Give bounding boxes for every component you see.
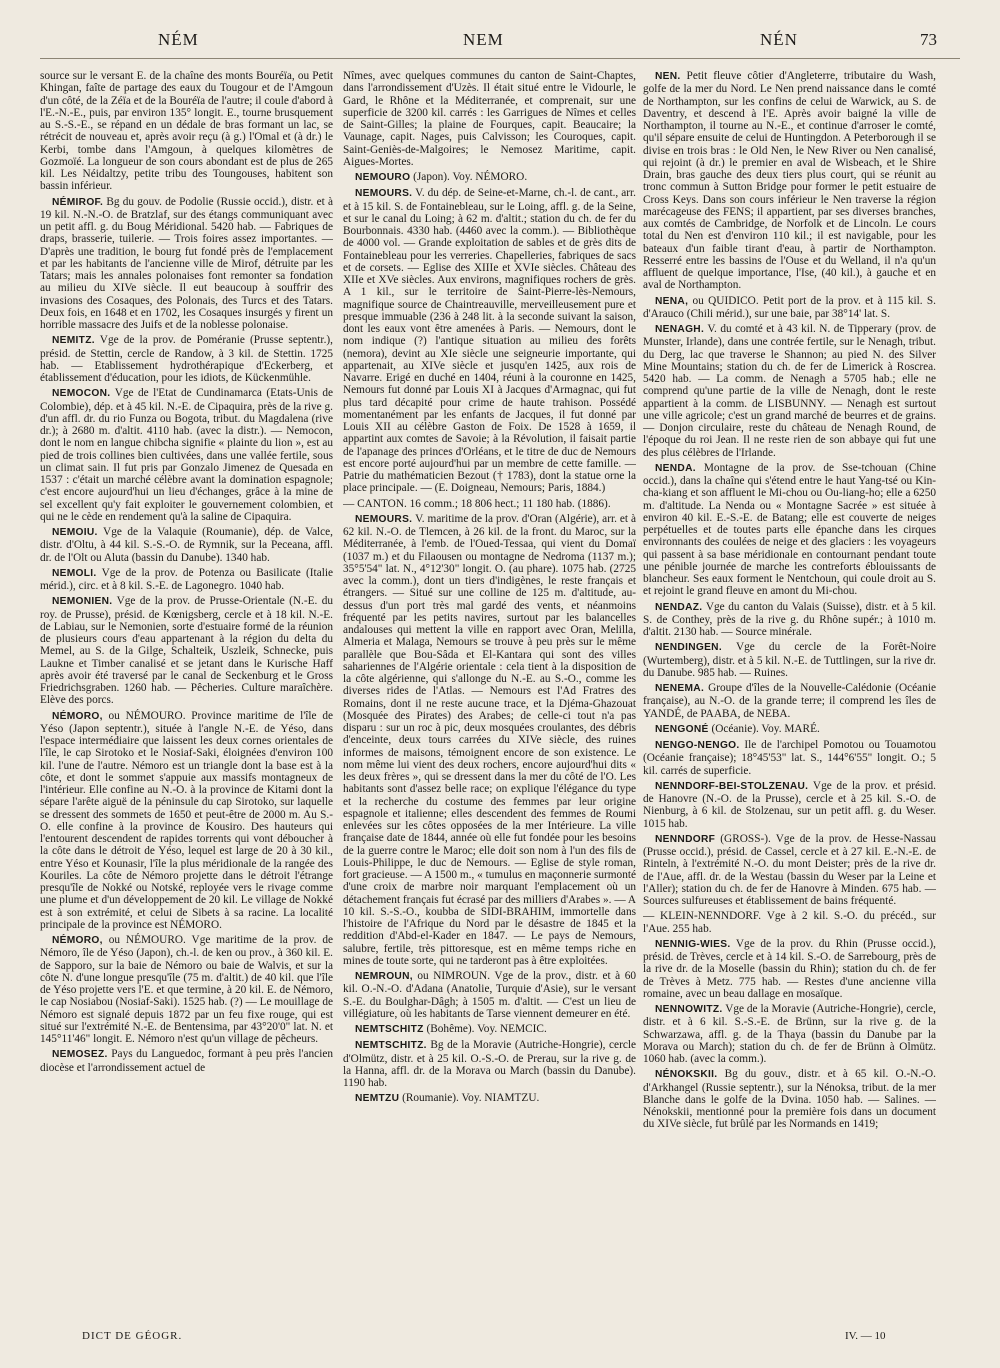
entry-text: V. du comté et à 43 kil. N. de Tipperary (prov. de Munster, Irlande), dans une contrée fertile, sur le Nenagh, tribut. du Derg, lac que traverse le Shannon; au pied N. des Silver Mine Mountains; station du ch. de fer de Limerick à Roscrea. 5420 hab. — La comm. de Nenagh a 5705 hab.; elle ne comprend qu'une partie de la ville de Nenagh, dont le reste appartient à la comm. de LISBUNNY. — Nenagh est surtout une ville agricole; c'est un grand marché de beurres et de grains. — Donjon circulaire, reste du château de Nenagh Round, de l'époque du roi Jean. Il ne reste rien de son abbaye qui fut une des plus célèbres de l'Irlande. — [643, 323, 936, 459]
dictionary-entry — [343, 1092, 636, 1105]
entry-text: Bg de la Moravie (Autriche-Hongrie), cercle d'Olmütz, distr. et à 25 kil. O.-S.-O. de Prerau, sur la rive g. de la Hanna, affl. dr. de la Morava ou March (bassin du Danube). 1190 hab. — [343, 1039, 636, 1089]
entry-headword: NENDAZ. — [655, 601, 703, 613]
entry-text: Vge de la prov. du Rhin (Prusse occid.), présid. de Trèves, cercle et à 14 kil. S.-O. de Sarrebourg, près de la rive dr. de la Moselle (bassin du Rhin); station du ch. de fer de Trèves à Metz. 775 hab. — Restes d'une ancienne villa romaine, avec un beau dallage en mosaïque. — [643, 937, 936, 1000]
dictionary-entry — [40, 934, 333, 1045]
header-rule — [40, 58, 960, 59]
entry-text: Vge de la Moravie (Autriche-Hongrie), cercle, distr. et à 6 kil. S.-S.-E. de Brünn, sur la rive g. de la Schwarzawa, affl. g. de la Thaya (bassin du Danube par la Morava ou March); station du ch. de fer de Brünn à Olmütz. 1060 hab. (avec la comm.). — [643, 1003, 936, 1065]
entry-headword: NEMONIEN. — [52, 596, 113, 608]
entry-headword: NENEMA. — [655, 683, 705, 694]
dictionary-entry — [643, 739, 936, 777]
dictionary-entry — [343, 498, 636, 510]
header-center-guide-word: NEM — [463, 30, 504, 49]
entry-text: Montagne de la prov. de Sse-tchouan (Chine occid.), dans la chaîne qui s'étend entre le haut Yang-tsé ou Kin-cha-kiang et son affluent le Mi-chou ou Ou-liang-ho; elle a 6250 m. d'altitude. La Nenda ou « Montagne Sacrée » est située à environ 40 kil. E.-S.-E. de Batang; elle est couverte de neiges perpétuelles et de toutes parts elle épanche dans les cirques environnants des coulées de neige et des glaciers : les voyageurs qui passent à sa base méridionale en contournant pendant toute une pénible journée de marche les contreforts éblouissants de blancheur. Ses eaux forment le Nentchoun, qui coule droit au S. et rejoint le grand fleuve en amont du Mi-chou. — [643, 461, 936, 598]
entry-text: — KLEIN-NENNDORF. Vge à 2 kil. S.-O. du précéd., sur l'Aue. 255 hab. — [643, 910, 936, 935]
dictionary-entry — [40, 387, 333, 523]
dictionary-entry — [40, 567, 333, 593]
entry-headword: NEMTSCHITZ. — [355, 1040, 427, 1052]
entry-headword: NENDINGEN. — [655, 642, 722, 654]
dictionary-entry — [40, 710, 333, 932]
entry-text: — CANTON. 16 comm.; 18 806 hect.; 11 180 hab. (1886). — [343, 497, 611, 510]
dictionary-entry — [643, 780, 936, 830]
header-left-guide-word: NÉM — [158, 30, 199, 49]
dictionary-entry — [643, 723, 936, 736]
dictionary-entry — [643, 910, 936, 935]
printer-signature: DICT DE GÉOGR. — [82, 1330, 183, 1342]
entry-text: Pays du Languedoc, formant à peu près l'ancien diocèse et l'arrondissement actuel de — [40, 1048, 333, 1074]
text-column-1 — [40, 70, 333, 1322]
entry-text: (Japon). Voy. NÉMORO. — [413, 171, 528, 183]
dictionary-entry — [643, 641, 936, 679]
dictionary-entry — [40, 1048, 333, 1074]
dictionary-entry — [343, 1023, 636, 1036]
text-column-3 — [643, 70, 936, 1322]
dictionary-entry — [343, 970, 636, 1020]
entry-text: Vge du cercle de la Forêt-Noire (Wurtemberg), distr. et à 5 kil. N.-E. de Tuttlingen, sur la rive dr. du Danube. 985 hab. — Ruines. — [643, 641, 936, 679]
entry-text: Bg du gouv., distr. et à 65 kil. O.-N.-O. d'Arkhangel (Russie septentr.), sur la Nénoksa, tribut. de la mer Blanche dans le golfe de la Dvina. 1050 hab. — Salines. — Nénokskii, mentionné pour la première fois dans un document du XIVe siècle, fut brûlé par les Normands en 1419; — [643, 1068, 936, 1131]
entry-headword: NÉNOKSKII. — [655, 1069, 718, 1081]
entry-text: (GROSS-). Vge de la prov. de Hesse-Nassau (Prusse occid.), présid. de Cassel, cercle et à 27 kil. E.-N.-E. de Rinteln, à l'extrémité N.-O. du mont Deister; près de la rive dr. de l'Aue, affl. dr. de la Westau (bassin du Weser par la Leine et l'Aller); station du ch. de fer de Hanovre à Minden. 675 hab. — Sources sulfureuses et établissement de bains fréquenté. — [643, 832, 936, 907]
entry-text: Vge de la prov. de Potenza ou Basilicate (Italie mérid.), circ. et à 8 kil. S.-E. de Lagonegro. 1040 hab. — [40, 566, 333, 592]
dictionary-entry — [643, 1068, 936, 1130]
dictionary-entry — [643, 70, 936, 292]
entry-text: ou QUIDICO. Petit port de la prov. et à 115 kil. S. d'Arauco (Chili mérid.), sur une baie, par 38°14' lat. S. — [643, 294, 936, 320]
entry-headword: NENNOWITZ. — [655, 1004, 723, 1015]
dictionary-entry — [643, 1003, 936, 1065]
entry-headword: NEMOURS. — [355, 513, 413, 525]
entry-text: Ile de l'archipel Pomotou ou Touamotou (Océanie française); 18°45'53" lat. S., 144°6'55" longit. O.; 5 kil. carrés de superficie. — [643, 739, 936, 777]
entry-headword: NEMOURO — [355, 172, 411, 183]
header-right-guide-word: NÉN — [760, 30, 798, 49]
sheet-mark: IV. — 10 — [845, 1330, 886, 1342]
entry-text: Vge de la prov. et présid. de Hanovre (N.-O. de la Prusse), cercle et à 25 kil. S.-O. de Nienburg, à 6 kil. de Stolzenau, sur un petit affl. g. du Weser. 1015 hab. — [643, 779, 936, 830]
entry-headword: NENNDORF-BEI-STOLZENAU. — [655, 780, 809, 792]
text-column-2 — [343, 70, 636, 1322]
entry-headword: NEMOSEZ. — [52, 1049, 108, 1061]
entry-headword: NEMOCON. — [52, 388, 111, 400]
dictionary-entry — [40, 334, 333, 384]
dictionary-entry — [40, 595, 333, 706]
entry-headword: NEMTZU — [355, 1093, 400, 1105]
entry-text: ou NÉMOURO. Province maritime de l'île de Yéso (Japon septentr.), située à l'angle N.-E. de Yéso, dans l'espace intermédiaire que laissent les deux cornes orientales de l'île, le cap Sirotoko et le Nosiaf-Saki, éloignées d'environ 100 kil. l'une de l'autre. Némoro est un triangle dont la base est à la côte, et dont le sommet s'appuie aux massifs montagneux de l'intérieur. Elle confine au N.-O. à la province de Kitami dont la sépare l'arête aiguë de la péninsule du cap Sirotoko, sur laquelle se dressent des sommets de 1650 et peut-être de 2000 m. Au S.-O. elle confine à la province de Kousiro. Des hauteurs qui l'entourent descendent de rapides torrents qui vont déboucher à la côte dans le détroit de Yéso, lequel est large de 20 à 30 kil., entre Yéso et Kounasir, l'île la plus méridionale de la rangée des Kouriles. La côte de Némoro projette dans le détroit l'étrange presqu'île de Nokké ou Notské, reployée vers le rivage comme une plume et d'un développement de 20 kil. Le village de Nokké est à son extrémité, et celui de Sibets à sa racine. La localité principale de la province est NÉMORO. — [40, 709, 333, 931]
dictionary-entry — [40, 196, 333, 332]
entry-headword: NEMITZ. — [52, 335, 95, 347]
entry-text: ou NÉMOURO. Vge maritime de la prov. de Némoro, île de Yéso (Japon), ch.-l. de ken ou prov., à 360 kil. E. de Sapporo, sur la baie de Némoro ou baie de Walvis, et sur la côte N. d'une longue presqu'île (75 m. d'altit.) de 40 kil. que l'île de Yéso projette vers l'E. et que termine, à 20 kil. E. de Némoro, le cap Nosiabou (Nosiaf-Saki). 1525 hab. (?) — Le mouillage de Némoro est signalé depuis 1872 par un feu fixe rouge, qui est situé sur l'extrémité N.-E. de Bentensima, par 43°20'0" lat. N. et 145°11'46" longit. E. Némoro n'est qu'un village de pêcheurs. — [40, 934, 333, 1045]
page-number: 73 — [920, 30, 937, 49]
entry-text: (Roumanie). Voy. NIAMTZU. — [402, 1092, 540, 1105]
entry-text: source sur le versant E. de la chaîne des monts Bouréïa, ou Petit Khingan, faîte de partage des eaux du Tougour et de l'Amgoun d'un côté, de la Zéïa et de la Bouréïa de l'autre; il coule d'abord à l'E.-N.-E., puis, par environ 135° longit. E., tourne brusquement au S.-S.-E., se répand en un dédale de bras formant un lac, se rétrécit de nouveau et, après avoir reçu (à g.) l'Omal et (à dr.) le Kerbi, tombe dans l'Amgoun, à quelques kilomètres de Gozmoïé. La longueur de son cours abondant est de plus de 265 kil. Les Néidaltzy, petite tribu des Toungouses, habitent son bassin inférieur. — [40, 70, 333, 193]
dictionary-entry — [643, 601, 936, 639]
entry-text: Bg du gouv. de Podolie (Russie occid.), distr. et à 19 kil. N.-N.-O. de Bratzlaf, sur des étangs communiquant avec un petit affl. g. du Boug Méridional. 5420 hab. — Fabriques de draps, brasserie, tuilerie. — Trois foires assez importantes. — D'après une tradition, le bourg fut fondé près de l'emplacement et par les habitants de l'ancienne ville de Mirof, détruite par les Tatars; mais les annales polonaises font remonter sa fondation au milieu du XIVe siècle. Il eut beaucoup à souffrir des invasions des Cosaques, des Polonais, des Turcs et des Tatars. Deux fois, en 1648 et en 1702, les Cosaques insurgés y firent un horrible massacre des Juifs et de la noblesse polonaise. — [40, 195, 333, 331]
dictionary-entry — [40, 70, 333, 193]
dictionary-entry — [343, 187, 636, 494]
dictionary-entry — [343, 1039, 636, 1089]
entry-headword: NÉMIROF. — [52, 196, 104, 208]
entry-text: Petit fleuve côtier d'Angleterre, tributaire du Wash, golfe de la mer du Nord. Le Nen prend naissance dans le comté de Northampton, sur les confins de celui de Warwick, au S. de Daventry, et descend à l'E. Après avoir baigné la ville de Northampton, il tourne au N.-E., et continue d'arroser le comté, qu'il sépare ensuite de celui de Huntingdon. A Peterborough il se divise en trois bras : le Old Nen, le New River ou Nen canalisé, qui rejoint (à dr.) le premier en aval de Wisbeach, et le Shire Drain, bras gauche des deux tiers plus court, qui se réunit au tronc commun à Sutton Bridge pour former le petit estuaire de Cross Keys. Dans son cours inférieur le Nen traverse la région marécageuse des FENS; il appartient, par ses diverses branches, aux comtés de Cambridge, de Norfolk et de Lincoln. Le cours total du Nen est d'environ 110 kil.; il est navigable, pour les bateaux d'un faible tirant d'eau, à partir de Northampton. Resserré entre les bassins de l'Ouse et du Welland, il n'a qu'un affluent de quelque importance, l'Ise, (40 kil.), à gauche et en aval de Northampton. — [643, 70, 936, 292]
entry-text: Vge de la prov. de Prusse-Orientale (N.-E. du roy. de Prusse), présid. de Kœnigsberg, cercle et à 18 kil. N.-E. de Labiau, sur le Nemonien, sorte d'estuaire formé de la réunion de plusieurs cours d'eau appartenant à la région du delta du Memel, au S. de la Gilge, Schalteik, Uszleik, Schnecke, puis Laukne et Timber canalisé et se jetant dans le Kurische Haff après avoir été traversé par le canal de Seckenburg et le Gross Friedrichsgraben. 1260 hab. — Pêcheries. Culture maraîchère. Elève des porcs. — [40, 595, 333, 707]
entry-headword: NENAGH. — [655, 324, 705, 335]
entry-headword: NENDA. — [655, 462, 696, 474]
dictionary-entry — [643, 682, 936, 720]
entry-headword: NENNDORF — [655, 833, 716, 845]
page-footer — [0, 1330, 1000, 1350]
entry-text: ou NIMROUN. Vge de la prov., distr. et à 60 kil. O.-N.-O. d'Adana (Anatolie, Turquie d'Asie), sur le versant S.-E. du Boulghar-Dâgh; à 1505 m. d'altit. — C'est un lieu de villégiature, où les habitants de Tarse viennent demeurer en été. — [343, 970, 636, 1020]
entry-text: Groupe d'îles de la Nouvelle-Calédonie (Océanie française), au N.-O. de la grande terre; il comprend les îles de YANDÉ, de PAABA, de NEBA. — [643, 682, 936, 720]
entry-text: Vge de la prov. de Poméranie (Prusse septentr.), présid. de Stettin, cercle de Randow, à 3 kil. de Stettin. 1725 hab. — Etablissement hydrothérapique d'Eckerberg, et établissement d'éducation, pour les idiots, de Kückenmühle. — [40, 334, 333, 384]
dictionary-entry — [643, 295, 936, 321]
entry-text: V. maritime de la prov. d'Oran (Algérie), arr. et à 62 kil. N.-O. de Tlemcen, à 26 kil. de la front. du Maroc, sur la Méditerranée, à l'emb. de l'Oued-Tessaa, qui vient du Domaï (1037 m.) et du Filaousen ou montagne de Nedroma (1137 m.); 35°5'54" lat. N., 4°12'30" longit. O. (au phare). 1075 hab. (2725 avec la comm.), dont un tiers d'indigènes, le reste français et étrangers. — Situé sur une colline de 125 m. d'altitude, au-dessus d'un port très mal gardé des vents, et néanmoins fréquenté par les petits navires, surtout par les balancelles andalouses qui mettent la ville en rapport avec Oran, Melilla, Almeria et Malaga, Nemours se trouve à peu près sur le même parallèle que Bou-Sâda et El-Kantara qui sont des villes sahariennes de l'Algérie orientale : cela tient à la disposition de la côte algérienne, qui s'allonge du N.-E. au S.-O., comme les diverses rides de l'Atlas. — Nemours est l'Ad Fratres des Romains, dont il ne reste aucune trace, et la Djéma-Ghazouat (Mosquée des Pirates) des Arabes; de celle-ci tout n'a pas disparu : sur un roc à pic, deux mosquées croulantes, des débris d'enceinte, deux tours carrées du XIVe siècle, des ruines informes de maisons, témoignent encore de son existence. Le nom même lui vient des deux rochers, encore aujourd'hui dits « les deux frères », qui se dressent dans la mer du côté de l'O. Les habitants sont d'assez belle race; on explique l'élégance du type et la recherche du costume des femmes par leur origine espagnole et italienne; elles descendent des femmes de Roumi enlevées sur les côtes opposées de la mer Intérieure. La ville française date de 1844, année où elle fut fondée pour les besoins de la guerre contre le Maroc; elle doit son nom à l'un des fils de Louis-Philippe, le duc de Nemours. — Eglise de style roman, fort gracieuse. — A 1500 m., « tumulus en maçonnerie surmonté d'une croix de marbre noir marquant l'emplacement où un détachement français fut écrasé par des milliers d'Arabes ». — A 10 kil. S.-S.-O., koubba de SIDI-BRAHIM, immortelle dans l'histoire de l'Afrique du Nord par le désastre de 1845 et la reddition d'Abd-el-Kader en 1847. — Le pays de Nemours, salubre, fertile, très pittoresque, est en même temps riche en mines de toute sorte, qui ne tarderont pas à être exploitées. — [343, 512, 636, 967]
entry-headword: NENA, — [655, 295, 689, 307]
entry-headword: NENNIG-WIES. — [655, 938, 731, 950]
entry-text: Vge de l'Etat de Cundinamarca (Etats-Unis de Colombie), dép. et à 45 kil. N.-E. de Cipaquira, près de la rive g. d'un affl. dr. du rio Funza ou Bogota, tribut. du Magdalena (rive dr.); à 2680 m. d'altit. 4110 hab. (avec la distr.). — Nemocon, dont le nom en langue chibcha signifie « plainte du lion », est au pied de trois collines bien cultivées, dans une vallée fertile, sous un climat sain. Il fut pris par Gonzalo Jimenez de Quesada en 1537 : c'était un marché célèbre avant la domination espagnole; c'est encore aujourd'hui un lieu d'échanges, grâce à la mine de sel excellent qu'y fait exploiter le gouvernement colombien, et qui ne le cède en rendement qu'à la saline de Cipaquira. — [40, 387, 333, 523]
dictionary-entry — [643, 323, 936, 459]
dictionary-entry — [643, 833, 936, 908]
entry-text: V. du dép. de Seine-et-Marne, ch.-l. de cant., arr. et à 15 kil. S. de Fontainebleau, sur le Loing, affl. g. de la Seine, et sur le canal du Loing; à 62 m. d'altit.; station du ch. de fer du Bourbonnais. 4330 hab. (4460 avec la comm.). — Bibliothèque de 4000 vol. — Grande exploitation de sables et de grès dits de Fontainebleau pour les verreries. Chapelleries, fabriques de sacs et de corsets. — Eglise des XIIIe et XVIe siècles. Château des XIIe et XVe siècles. Aux environs, magnifiques rochers de grès. A 1 kil., sur le territoire de Saint-Pierre-lès-Nemours, magnifique source de Chaintreauville, merveilleusement pure et presque immuable (236 à 248 lit. à la seconde suivant la saison, dont les eaux vont être amenées à Paris. — Nemours, dont le nom indique (?) l'antique situation au milieu des forêts (nemora), devint au XIe siècle une seigneurie importante, qui appartenait, au XIVe siècle et jusqu'en 1425, aux rois de Navarre. Erigé en duché en 1404, réuni à la couronne en 1425, Nemours fut donné par Louis XI à Jacques d'Armagnac, qui fut plus tard décapité pour crime de haute trahison. Possédé momentanément par les enfants de Jacques, il fut donné par Louis XII au célèbre Gaston de Foix. De 1528 à 1659, il appartint aux comtes de Savoie; à la Révolution, il faisait partie de l'apanage des princes d'Orléans, et le titre de duc de Nemours est encore porté aujourd'hui par un membre de cette famille. — Patrie du mathématicien Bezout († 1783), dont la statue orne la place principale. — (E. Doigneau, Nemours; Paris, 1884.) — [343, 187, 636, 495]
entry-headword: NEMOURS. — [355, 188, 413, 200]
running-header — [0, 30, 1000, 60]
dictionary-entry — [643, 462, 936, 598]
entry-headword: NEN. — [655, 71, 681, 82]
entry-text: Vge du canton du Valais (Suisse), distr. et à 5 kil. S. de Conthey, près de la rive g. du Rhône supér.; à 1010 m. d'altit. 2130 hab. — Source minérale. — [643, 600, 936, 638]
dictionary-entry — [40, 526, 333, 564]
entry-text: (Bohême). Voy. NEMCIC. — [426, 1023, 547, 1035]
entry-text: (Océanie). Voy. MARÉ. — [711, 722, 820, 735]
entry-headword: NEMTSCHITZ — [355, 1024, 424, 1035]
entry-headword: NENGONÉ — [655, 723, 709, 735]
entry-headword: NÉMORO, — [52, 710, 103, 722]
entry-headword: NEMROUN, — [355, 971, 413, 982]
dictionary-entry — [343, 171, 636, 184]
entry-headword: NEMOLI. — [52, 567, 97, 579]
entry-headword: NENGO-NENGO. — [655, 740, 740, 751]
dictionary-entry — [343, 70, 636, 168]
dictionary-entry — [643, 938, 936, 1000]
entry-text: Vge de la Valaquie (Roumanie), dép. de Valce, distr. d'Oltu, à 44 kil. S.-S.-O. de Rymnik, sur la Peceana, affl. dr. de l'Olt ou Aluta (bassin du Danube). 1340 hab. — [40, 526, 333, 564]
entry-headword: NÉMORO, — [52, 935, 103, 946]
dictionary-entry — [343, 513, 636, 967]
entry-headword: NEMOIU. — [52, 527, 98, 538]
entry-text: Nîmes, avec quelques communes du canton de Saint-Chaptes, dans l'arrondissement d'Uzès. Il était situé entre le Vidourle, le Gard, le Rhône et la Méditerranée, et comprenait, sur une superficie de 3200 kil. carrés : les Garrigues de Nîmes et celles de Saint-Gilles; la plaine de Fourques, capit. Beaucaire; la Vaunage, capit. Nages, puis Calvisson; les Couroques, capit. Saint-Geniès-de-Malgoires; le Nemosez Maritime, capit. Aigues-Mortes. — [343, 70, 636, 168]
